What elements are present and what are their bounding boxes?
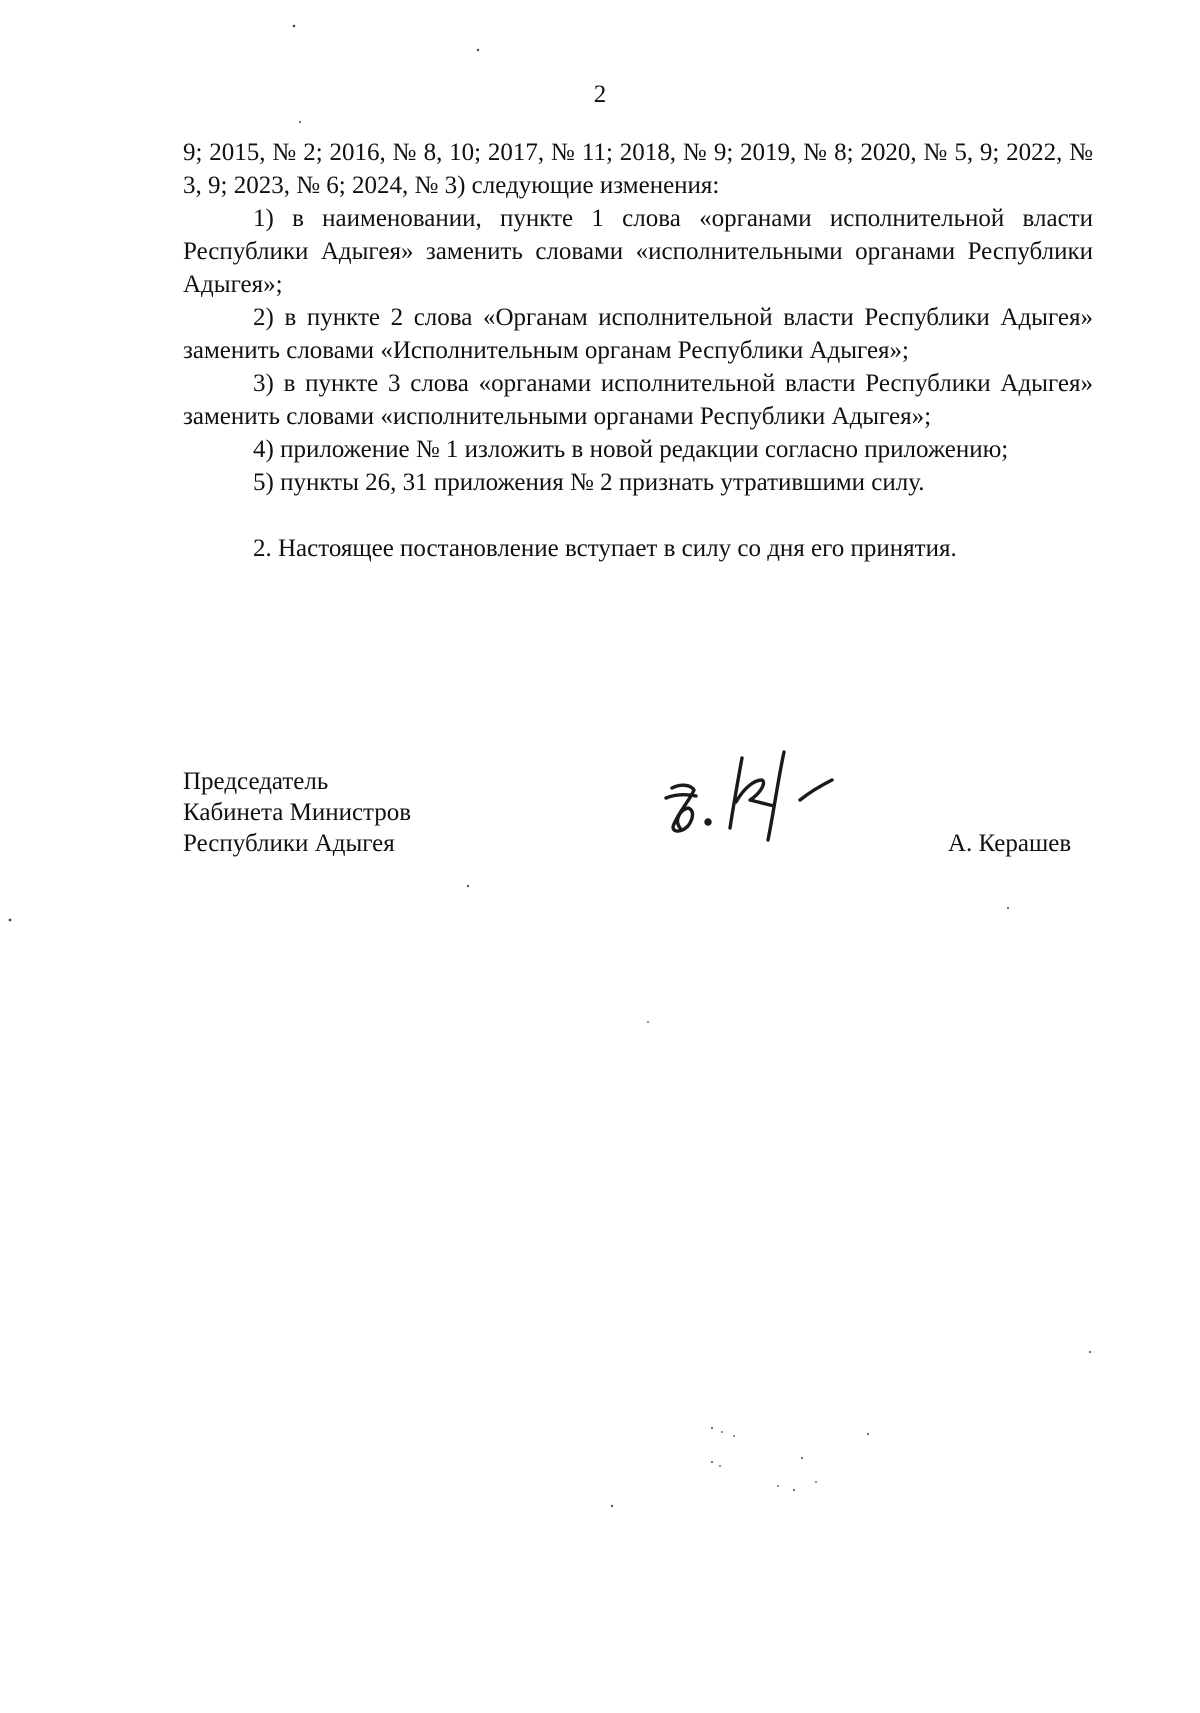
paragraph-continuation: 9; 2015, № 2; 2016, № 8, 10; 2017, № 11; 2018, № 9; 2019, № 8; 2020, № 5, 9; 2022, № 3, 9; 2023, № 6; 2024, № 3) следующие изменения: [183,139,1093,199]
paragraph-item-4: 4) приложение № 1 изложить в новой редакции согласно приложению; [253,436,1009,463]
signatory-title [183,766,411,859]
paragraph-effective-date: 2. Настоящее постановление вступает в силу со дня его принятия. [253,535,957,562]
page-number: 2 [593,81,607,108]
document-body [183,136,1093,565]
paragraph-item-3: 3) в пункте 3 слова «органами исполнительной власти Республики Адыгея» заменить словами «исполнительными органами Республики Адыгея»; [183,370,1093,430]
handwritten-signature [650,740,850,850]
signatory-name: А. Керашев [948,830,1072,857]
signatory-title-line: Председатель [183,768,329,795]
paragraph-item-5: 5) пункты 26, 31 приложения № 2 признать утратившими силу. [253,469,925,496]
paragraph-item-1: 1) в наименовании, пункте 1 слова «органами исполнительной власти Республики Адыгея» заменить словами «исполнительными органами Республики Адыгея»; [183,205,1093,298]
signatory-title-line: Республики Адыгея [183,830,395,857]
paragraph-item-2: 2) в пункте 2 слова «Органам исполнительной власти Республики Адыгея» заменить словами «Исполнительным органам Республики Адыгея»; [183,304,1093,364]
signatory-title-line: Кабинета Министров [183,799,412,826]
